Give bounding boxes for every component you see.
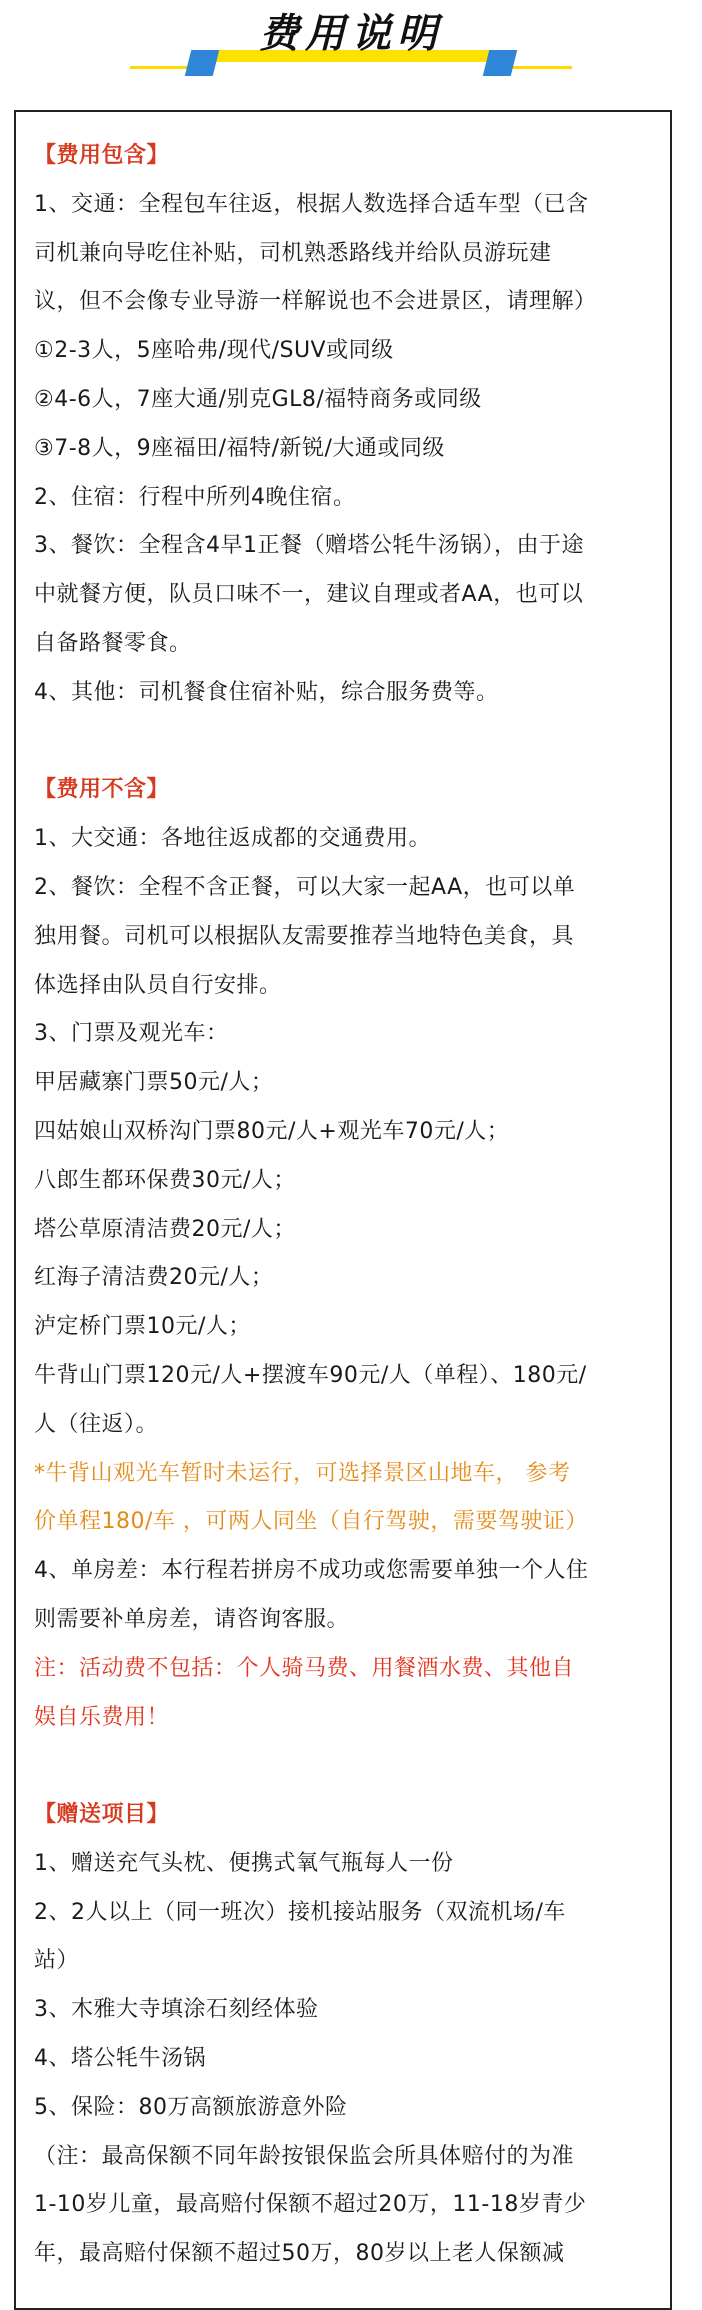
excluded-line: 泸定桥门票10元/人；	[34, 1314, 251, 1340]
gifts-line: 站）	[34, 1948, 80, 1974]
gifts-line: 5、保险：80万高额旅游意外险	[34, 2094, 348, 2120]
excluded-line: 3、门票及观光车：	[34, 1021, 229, 1047]
included-line: 3、餐饮：全程含4早1正餐（赠塔公牦牛汤锅），由于途	[34, 533, 584, 559]
excluded-line: 独用餐。司机可以根据队友需要推荐当地特色美食，具	[34, 923, 575, 949]
excluded-line: 红海子清洁费20元/人；	[34, 1265, 274, 1291]
included-line: 自备路餐零食。	[34, 630, 192, 656]
section-spacer	[34, 718, 664, 767]
excluded-line: 牛背山门票120元/人+摆渡车90元/人（单程）、180元/	[34, 1362, 587, 1388]
included-heading: 【费用包含】	[34, 143, 170, 168]
title-decoration-line-left	[130, 66, 190, 69]
niubeishan-shuttle-note: 价单程180/车 ，可两人同坐（自行驾驶，需要驾驶证）	[34, 1509, 588, 1535]
excluded-line: 八郎生都环保费30元/人；	[34, 1167, 296, 1193]
included-line: 1、交通：全程包车往返，根据人数选择合适车型（已含	[34, 191, 589, 217]
included-line: 4、其他：司机餐食住宿补贴，综合服务费等。	[34, 679, 499, 705]
gifts-line: （注：最高保额不同年龄按银保监会所具体赔付的为准	[34, 2143, 575, 2169]
gifts-line: 3、木雅大寺填涂石刻经体验	[34, 1997, 319, 2023]
included-line: 议，但不会像专业导游一样解说也不会进景区，请理解）	[34, 289, 597, 315]
excluded-line: 塔公草原清洁费20元/人；	[34, 1216, 296, 1242]
gifts-line: 年，最高赔付保额不超过50万，80岁以上老人保额减	[34, 2241, 565, 2267]
included-line: 2、住宿：行程中所列4晚住宿。	[34, 484, 356, 510]
content-box	[14, 110, 672, 2310]
gifts-section	[34, 1791, 664, 2279]
excluded-heading: 【费用不含】	[34, 777, 170, 803]
included-section	[34, 132, 664, 718]
included-line: ②4-6人，7座大通/别克GL8/福特商务或同级	[34, 386, 482, 412]
niubeishan-shuttle-note: *牛背山观光车暂时未运行，可选择景区山地车， 参考	[34, 1460, 571, 1486]
gifts-heading: 【赠送项目】	[34, 1802, 170, 1828]
gifts-line: 4、塔公牦牛汤锅	[34, 2046, 206, 2072]
excluded-line: 2、餐饮：全程不含正餐，可以大家一起AA，也可以单	[34, 874, 576, 900]
excluded-line: 人（往返）。	[34, 1411, 159, 1437]
gifts-line: 1、赠送充气头枕、便携式氧气瓶每人一份	[34, 1850, 454, 1876]
gifts-line: 1-10岁儿童，最高赔付保额不超过20万，11-18岁青少	[34, 2192, 587, 2218]
title-decoration-line-right	[512, 66, 572, 69]
excluded-warning-note: 注：活动费不包括：个人骑马费、用餐酒水费、其他自	[34, 1655, 575, 1681]
included-line: ①2-3人，5座哈弗/现代/SUV或同级	[34, 338, 394, 364]
excluded-line: 甲居藏寨门票50元/人；	[34, 1070, 274, 1096]
page-title: 费用说明	[259, 11, 443, 57]
content	[34, 132, 664, 2279]
section-spacer	[34, 1742, 664, 1791]
excluded-line: 体选择由队员自行安排。	[34, 972, 282, 998]
included-line: ③7-8人，9座福田/福特/新锐/大通或同级	[34, 435, 445, 461]
included-line: 中就餐方便，队员口味不一，建议自理或者AA，也可以	[34, 582, 584, 608]
excluded-section	[34, 766, 664, 1742]
excluded-line: 4、单房差：本行程若拼房不成功或您需要单独一个人住	[34, 1558, 589, 1584]
included-line: 司机兼向导吃住补贴，司机熟悉路线并给队员游玩建	[34, 240, 552, 266]
excluded-line: 1、大交通：各地往返成都的交通费用。	[34, 826, 431, 852]
excluded-line: 则需要补单房差，请咨询客服。	[34, 1606, 350, 1632]
excluded-warning-note: 娱自乐费用！	[34, 1704, 170, 1730]
gifts-line: 2、2人以上（同一班次）接机接站服务（双流机场/车	[34, 1899, 566, 1925]
header	[0, 0, 702, 100]
excluded-line: 四姑娘山双桥沟门票80元/人+观光车70元/人；	[34, 1118, 510, 1144]
